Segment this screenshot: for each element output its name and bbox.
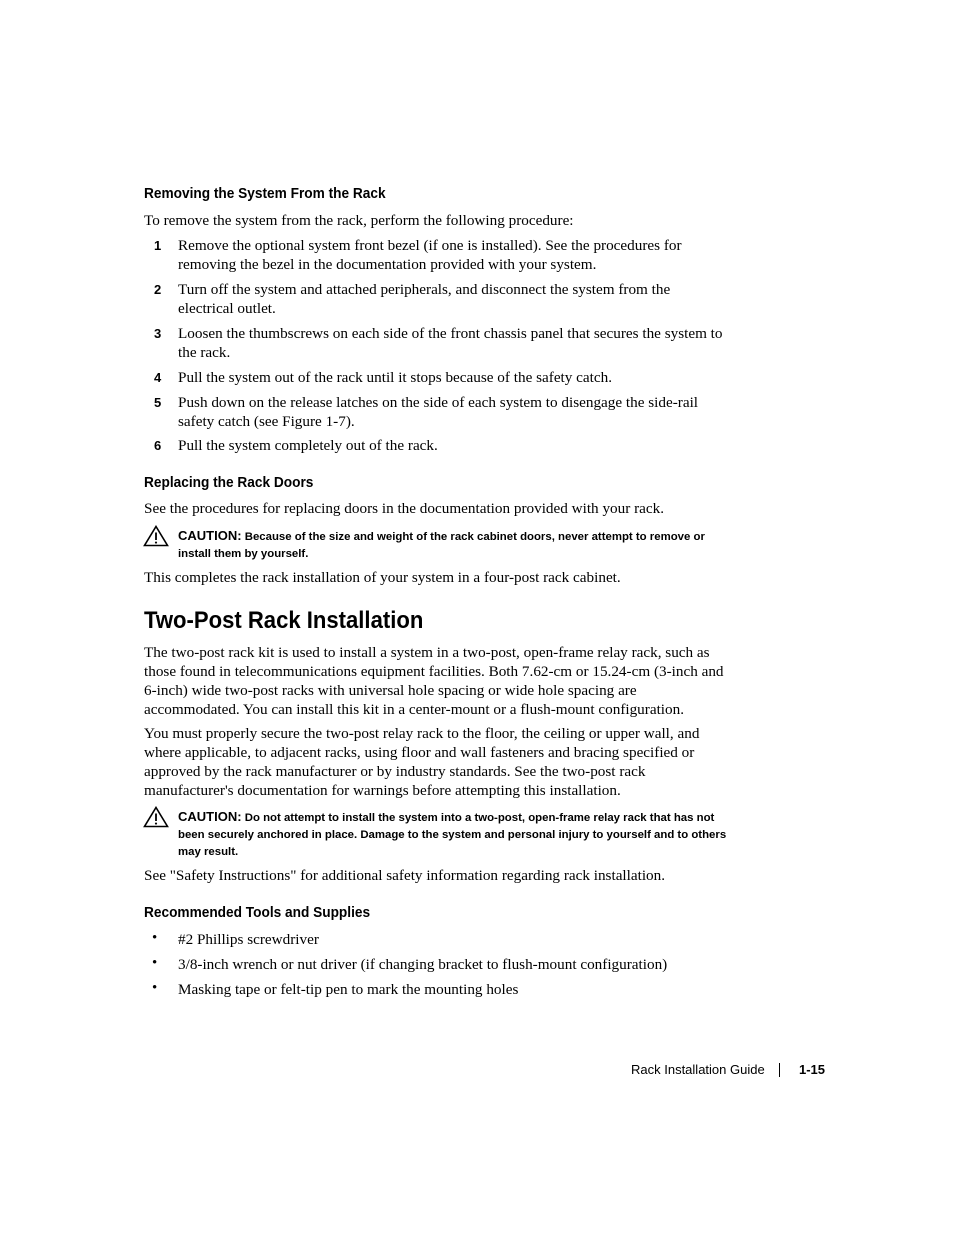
step-number: 1	[154, 238, 162, 253]
step-text: Loosen the thumbscrews on each side of the front chassis panel that secures the system to the rack.	[178, 325, 723, 361]
safety-instructions-note: See "Safety Instructions" for additional safety information regarding rack installation.	[144, 867, 666, 884]
caution-text: Because of the size and weight of the rack cabinet doors, never attempt to remove or install them by yourself.	[178, 531, 705, 560]
bullet-marker: •	[152, 955, 158, 971]
section-heading-removing: Removing the System From the Rack	[144, 185, 386, 202]
list-item: 3/8-inch wrench or nut driver (if changing bracket to flush-mount configuration)	[178, 956, 668, 973]
step-number: 6	[154, 438, 162, 453]
step-number: 2	[154, 282, 162, 297]
footer-divider	[779, 1063, 780, 1077]
footer-guide-title: Rack Installation Guide	[631, 1062, 765, 1077]
step-text: Remove the optional system front bezel (if one is installed). See the procedures for removing the bezel in the documentation provided with your system.	[178, 237, 682, 273]
section-heading-twopost: Two-Post Rack Installation	[144, 607, 424, 634]
removing-intro: To remove the system from the rack, perform the following procedure:	[144, 212, 574, 229]
step-number: 3	[154, 326, 162, 341]
list-item: #2 Phillips screwdriver	[178, 931, 319, 948]
page-number: 1-15	[799, 1062, 826, 1077]
doors-text: See the procedures for replacing doors in the documentation provided with your rack.	[144, 500, 665, 517]
doors-closing-text: This completes the rack installation of your system in a four-post rack cabinet.	[144, 569, 621, 586]
bullet-marker: •	[152, 980, 158, 996]
bullet-marker: •	[152, 930, 158, 946]
section-heading-tools: Recommended Tools and Supplies	[144, 904, 371, 921]
step-text: Pull the system out of the rack until it stops because of the safety catch.	[178, 369, 613, 386]
list-item: Masking tape or felt-tip pen to mark the mounting holes	[178, 981, 519, 998]
twopost-paragraph-1: The two-post rack kit is used to install a system in a two-post, open-frame relay rack, such as those found in telecommunications equipment facilities. Both 7.62-cm or 15.24-cm (3-inch and 6-inch) wide two-post racks with universal hole spacing or wide hole spacing are accommodated. You can install this kit in a center-mount or a flush-mount configuration.	[144, 644, 724, 718]
step-text: Pull the system completely out of the rack.	[178, 437, 438, 454]
caution-warning-icon	[143, 525, 169, 547]
twopost-paragraph-2: You must properly secure the two-post relay rack to the floor, the ceiling or upper wall, and where applicable, to adjacent racks, using floor and wall fasteners and bracing specified or approved by the rack manufacturer or by industry standards. See the two-post rack manufacturer's documentation for warnings before attempting this installation.	[144, 725, 700, 799]
step-number: 5	[154, 395, 162, 410]
step-number: 4	[154, 370, 162, 385]
section-heading-doors: Replacing the Rack Doors	[144, 474, 314, 491]
doors-caution-notice	[178, 527, 723, 563]
caution-label: CAUTION:	[178, 528, 242, 543]
step-text: Push down on the release latches on the side of each system to disengage the side-rail safety catch (see Figure 1-7).	[178, 394, 699, 430]
caution-text: Do not attempt to install the system into a two-post, open-frame relay rack that has not been securely anchored in place. Damage to the system and personal injury to yourself and to others may result.	[178, 812, 727, 858]
twopost-caution-notice	[178, 808, 740, 861]
caution-warning-icon	[143, 806, 169, 828]
step-text: Turn off the system and attached peripherals, and disconnect the system from the electrical outlet.	[178, 281, 671, 317]
caution-label: CAUTION:	[178, 809, 242, 824]
